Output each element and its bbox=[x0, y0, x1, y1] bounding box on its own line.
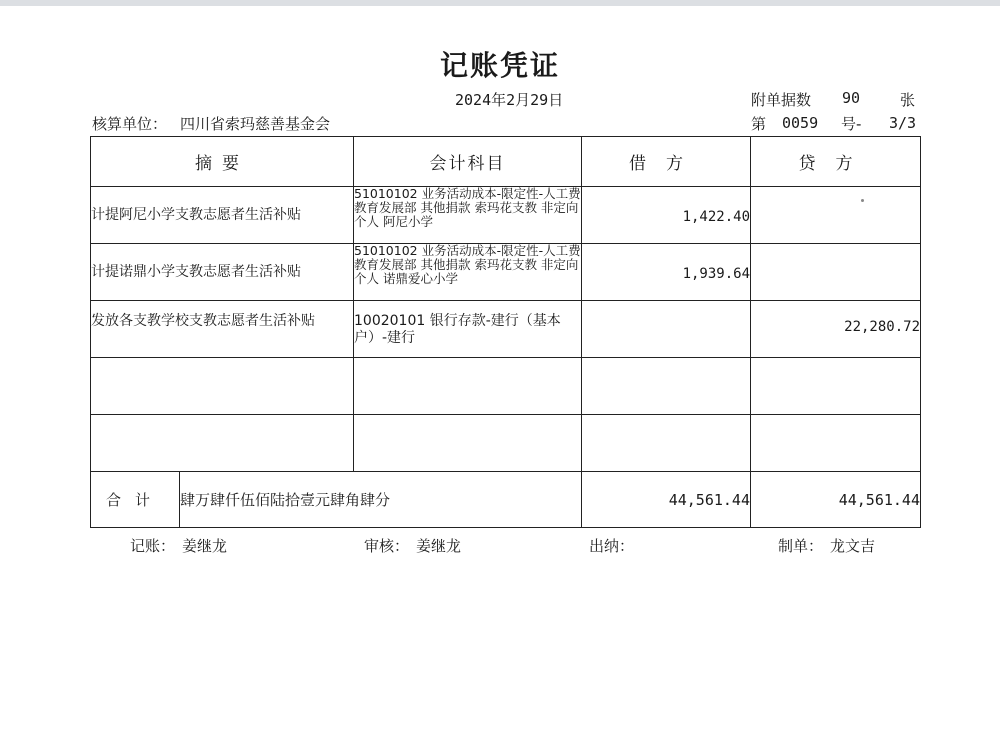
entry-summary bbox=[91, 415, 354, 472]
reviewer-name: 姜继龙 bbox=[416, 537, 462, 555]
entry-row bbox=[91, 187, 921, 244]
voucher-no-suffix: 号- bbox=[841, 115, 862, 133]
preparer-name: 龙文吉 bbox=[830, 537, 876, 555]
entry-credit bbox=[751, 358, 921, 415]
preparer-label: 制单： bbox=[778, 537, 824, 555]
scan-edge bbox=[0, 0, 1000, 6]
reviewer-label: 审核： bbox=[364, 537, 410, 555]
header-account: 会计科目 bbox=[354, 137, 582, 187]
entry-account: 10020101 银行存款-建行（基本户）-建行 bbox=[354, 301, 582, 358]
header-summary: 摘要 bbox=[91, 137, 354, 187]
header-row bbox=[91, 137, 921, 187]
entry-debit bbox=[582, 301, 751, 358]
entry-summary: 计提阿尼小学支教志愿者生活补贴 bbox=[91, 187, 354, 244]
voucher-date: 2024年2月29日 bbox=[455, 91, 564, 109]
voucher-no-prefix: 第 bbox=[751, 115, 767, 133]
entry-debit bbox=[582, 358, 751, 415]
entry-credit bbox=[751, 415, 921, 472]
entry-credit bbox=[751, 187, 921, 244]
entry-credit bbox=[751, 244, 921, 301]
total-label: 合计 bbox=[91, 472, 180, 528]
total-row bbox=[91, 472, 921, 528]
header-debit: 借方 bbox=[582, 137, 751, 187]
header-credit: 贷方 bbox=[751, 137, 921, 187]
entry-debit: 1,422.40 bbox=[582, 187, 751, 244]
total-credit: 44,561.44 bbox=[751, 472, 921, 528]
bookkeeper-name: 姜继龙 bbox=[182, 537, 228, 555]
attachment-label: 附单据数 bbox=[751, 91, 812, 109]
entry-row bbox=[91, 244, 921, 301]
entry-debit bbox=[582, 415, 751, 472]
voucher-number: 0059 bbox=[782, 114, 819, 132]
scan-speck bbox=[861, 199, 864, 202]
entry-row bbox=[91, 301, 921, 358]
entry-account: 51010102 业务活动成本-限定性-人工费 教育发展部 其他捐款 索玛花支教 非定向 个人 诺鼎爱心小学 bbox=[354, 244, 582, 301]
entry-summary: 计提诺鼎小学支教志愿者生活补贴 bbox=[91, 244, 354, 301]
total-amount-in-words: 肆万肆仟伍佰陆拾壹元肆角肆分 bbox=[180, 472, 582, 528]
entry-account bbox=[354, 415, 582, 472]
unit-label: 核算单位： bbox=[92, 115, 168, 133]
unit-name: 四川省索玛慈善基金会 bbox=[180, 115, 331, 133]
voucher-table bbox=[90, 136, 921, 528]
voucher-title: 记账凭证 bbox=[439, 49, 560, 82]
entry-summary: 发放各支教学校支教志愿者生活补贴 bbox=[91, 301, 354, 358]
entry-summary bbox=[91, 358, 354, 415]
voucher-page: 3/3 bbox=[889, 114, 917, 132]
entry-account bbox=[354, 358, 582, 415]
entry-debit: 1,939.64 bbox=[582, 244, 751, 301]
entry-row bbox=[91, 415, 921, 472]
entry-row bbox=[91, 358, 921, 415]
entry-account: 51010102 业务活动成本-限定性-人工费 教育发展部 其他捐款 索玛花支教 非定向 个人 阿尼小学 bbox=[354, 187, 582, 244]
total-debit: 44,561.44 bbox=[582, 472, 751, 528]
attachment-unit: 张 bbox=[900, 91, 916, 109]
bookkeeper-label: 记账： bbox=[130, 537, 176, 555]
entry-credit: 22,280.72 bbox=[751, 301, 921, 358]
attachment-count: 90 bbox=[842, 89, 861, 107]
cashier-label: 出纳： bbox=[589, 537, 635, 555]
